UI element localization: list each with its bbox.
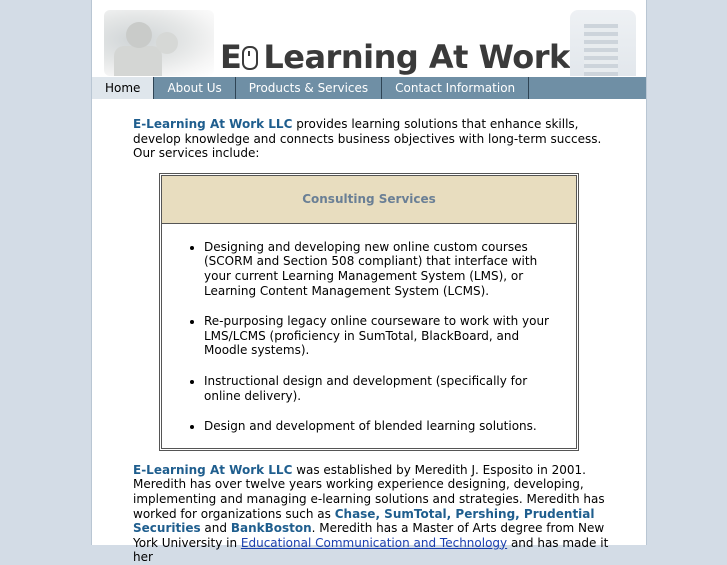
about-brand: E-Learning At Work LLC bbox=[133, 462, 293, 477]
about-text-2: . Meredith has a Master of Arts degree from New York University in bbox=[133, 521, 605, 550]
service-item: • Design and development of blended learning solutions. bbox=[204, 419, 556, 434]
services-list bbox=[162, 224, 576, 434]
services-heading: Consulting Services bbox=[162, 176, 576, 224]
header-banner bbox=[92, 0, 646, 77]
about-organizations: Chase, SumTotal, Pershing, Prudential Securities bbox=[133, 506, 595, 536]
about-text-3: and has made it her bbox=[133, 535, 609, 565]
about-organization-last: BankBoston bbox=[230, 521, 312, 536]
site-logo[interactable] bbox=[220, 38, 599, 76]
about-paragraph bbox=[133, 463, 609, 565]
banner-people-photo bbox=[104, 10, 214, 76]
intro-brand: E-Learning At Work LLC bbox=[133, 117, 293, 131]
services-table bbox=[159, 173, 579, 451]
service-item: • Designing and developing new online custom courses (SCORM and Section 508 compliant) that interface with your current Learning Management System (LMS), or Learning Content Management System (LCMS). bbox=[204, 240, 556, 298]
page-container bbox=[91, 0, 647, 565]
about-and: and bbox=[200, 521, 231, 536]
degree-link[interactable]: Educational Communication and Technology bbox=[240, 535, 508, 550]
service-item: • Re-purposing legacy online courseware to work with your LMS/LCMS (proficiency in SumTotal, BlackBoard, and Moodle systems). bbox=[204, 314, 556, 358]
logo-main: Learning At Work bbox=[263, 38, 570, 76]
banner-building-photo bbox=[570, 10, 636, 76]
nav-home[interactable]: Home bbox=[92, 77, 154, 99]
main-content bbox=[133, 117, 609, 565]
about-text-1: was established by Meredith J. Esposito in 2001. Meredith has over twelve years working experience designing, developing, implementing and managing e-learning solutions and strategies. Meredith has worked for organizations such as bbox=[133, 462, 605, 521]
mouse-icon bbox=[242, 46, 258, 70]
nav-about-us[interactable]: About Us bbox=[154, 77, 235, 99]
main-navigation bbox=[92, 77, 646, 99]
logo-prefix: E bbox=[220, 38, 242, 76]
intro-text: provides learning solutions that enhance skills, develop knowledge and connects business objectives with long-term success. Our services include: bbox=[133, 117, 602, 161]
service-item: • Instructional design and development (specifically for online delivery). bbox=[204, 374, 556, 403]
nav-contact-information[interactable]: Contact Information bbox=[382, 77, 529, 99]
intro-paragraph bbox=[133, 117, 609, 161]
nav-products-services[interactable]: Products & Services bbox=[236, 77, 382, 99]
